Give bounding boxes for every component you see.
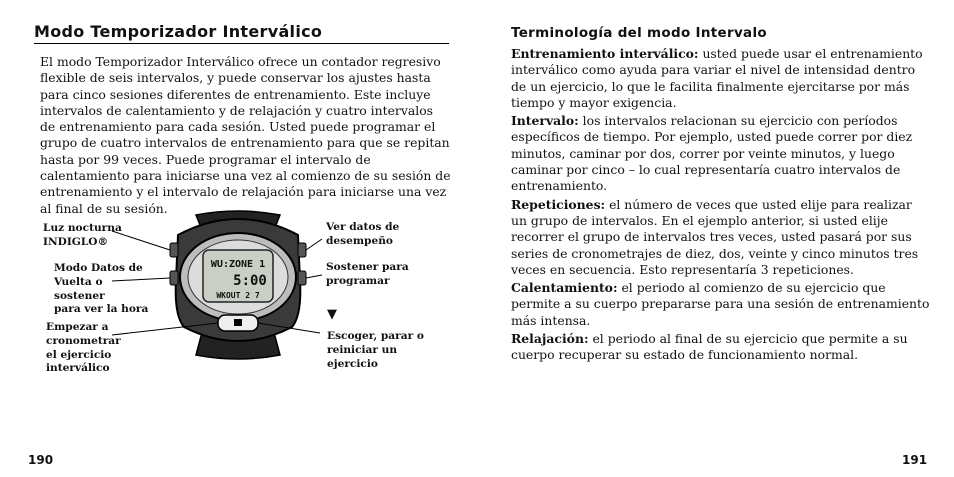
- start-button-icon: [234, 319, 242, 326]
- leader-hold: [306, 275, 322, 278]
- label-hold: [326, 261, 409, 289]
- label-choose-line2: reiniciar un: [327, 343, 398, 356]
- term-definition: el periodo al final de su ejercicio que permite a su cuerpo recuperar su estado de funcionamiento normal.: [511, 331, 908, 363]
- label-start-line3: el ejercicio: [46, 348, 112, 361]
- terms-list: [511, 46, 931, 366]
- term-entry: [511, 331, 931, 364]
- label-start-line2: cronometrar: [46, 334, 121, 347]
- label-indiglo-line2: INDIGLO®: [43, 235, 109, 248]
- term-name: Entrenamiento interválico:: [511, 46, 699, 61]
- indiglo-button-shape: [170, 243, 178, 257]
- lcd-line-2: 5:00: [233, 273, 267, 289]
- hold-button-shape: [298, 271, 306, 285]
- watch-diagram: [0, 205, 477, 390]
- lcd-line-3: WKOUT 2 7: [216, 291, 260, 300]
- term-entry: [511, 46, 931, 111]
- lap-button-shape: [170, 271, 178, 285]
- label-lap-line2: Vuelta o: [54, 275, 103, 288]
- title-rule: [34, 43, 449, 44]
- label-lap: [54, 262, 148, 317]
- label-choose-line3: ejercicio: [327, 357, 378, 370]
- term-entry: [511, 280, 931, 329]
- term-definition: el número de veces que usted elije para realizar un grupo de intervalos. En el ejemplo anterior, si usted elije recorrer el grupo de intervalos tres veces, usted pasará por sus series de cronometrajes de diez, dos, veinte y cinco minutos tres veces en secuencia. Esto representaría 3 repeticiones.: [511, 196, 919, 277]
- label-start-line4: interválico: [46, 362, 110, 375]
- label-start: [46, 321, 121, 376]
- leader-data: [306, 239, 322, 250]
- label-hold-line1: Sostener para: [326, 261, 409, 273]
- term-definition: usted puede usar el entrenamiento interválico como ayuda para variar el nivel de intensidad dentro de un ejercicio, lo que le facilita finalmente ejercitarse por más tiempo y mayor exigencia.: [511, 46, 923, 110]
- data-button-shape: [298, 243, 306, 257]
- page-title: Modo Temporizador Interválico: [34, 22, 323, 41]
- term-entry: [511, 113, 931, 194]
- label-start-line1: Empezar a: [46, 321, 109, 333]
- label-lap-line4: para ver la hora: [54, 303, 149, 316]
- term-name: Relajación:: [511, 331, 589, 347]
- intro-paragraph: El modo Temporizador Interválico ofrece un contador regresivo flexible de seis intervalos, y puede conservar los ajustes hasta para cinco sesiones diferentes de entrenamiento. Este incluye intervalos de calentamiento y de relajación y cuatro intervalos de entrenamiento para cada sesión. Usted puede programar el grupo de cuatro intervalos de entrenamiento para que se repitan hasta por 99 veces. Puede programar el intervalo de calentamiento para iniciarse una vez al comienzo de su sesión de entrenamiento y el intervalo de relajación para iniciarse una vez al final de su sesión.: [40, 54, 451, 216]
- section-title: Terminología del modo Intervalo: [511, 25, 767, 41]
- term-name: Intervalo:: [511, 113, 579, 129]
- right-page: [477, 0, 954, 477]
- down-arrow-icon: ▼: [327, 307, 337, 322]
- label-data-line2: desempeño: [326, 234, 393, 247]
- label-choose-line1: Escoger, parar o: [327, 330, 424, 342]
- page-number: 190: [28, 453, 54, 467]
- label-data: [326, 221, 399, 249]
- label-choose: [327, 330, 424, 371]
- label-indiglo-line1: Luz nocturna: [43, 222, 122, 234]
- term-name: Repeticiones:: [511, 196, 606, 212]
- term-definition: el periodo al comienzo de su ejercicio que permite a su cuerpo prepararse para una sesión de entrenamiento más intensa.: [511, 280, 930, 328]
- page-number: 191: [902, 453, 928, 467]
- term-definition: los intervalos relacionan su ejercicio con períodos específicos de tiempo. Por ejemplo, usted puede correr por diez minutos, caminar por dos, correr por veinte minutos, y luego caminar por cinco – lo cual representaría cuatro intervalos de entrenamiento.: [511, 113, 913, 194]
- lcd-line-1: WU:ZONE 1: [210, 259, 266, 270]
- label-data-line1: Ver datos de: [326, 221, 400, 233]
- label-lap-line3: sostener: [54, 289, 105, 302]
- label-hold-line2: programar: [326, 274, 390, 287]
- label-lap-line1: Modo Datos de: [54, 262, 143, 274]
- term-entry: [511, 197, 931, 278]
- label-indiglo: [43, 222, 122, 250]
- term-name: Calentamiento:: [511, 280, 618, 296]
